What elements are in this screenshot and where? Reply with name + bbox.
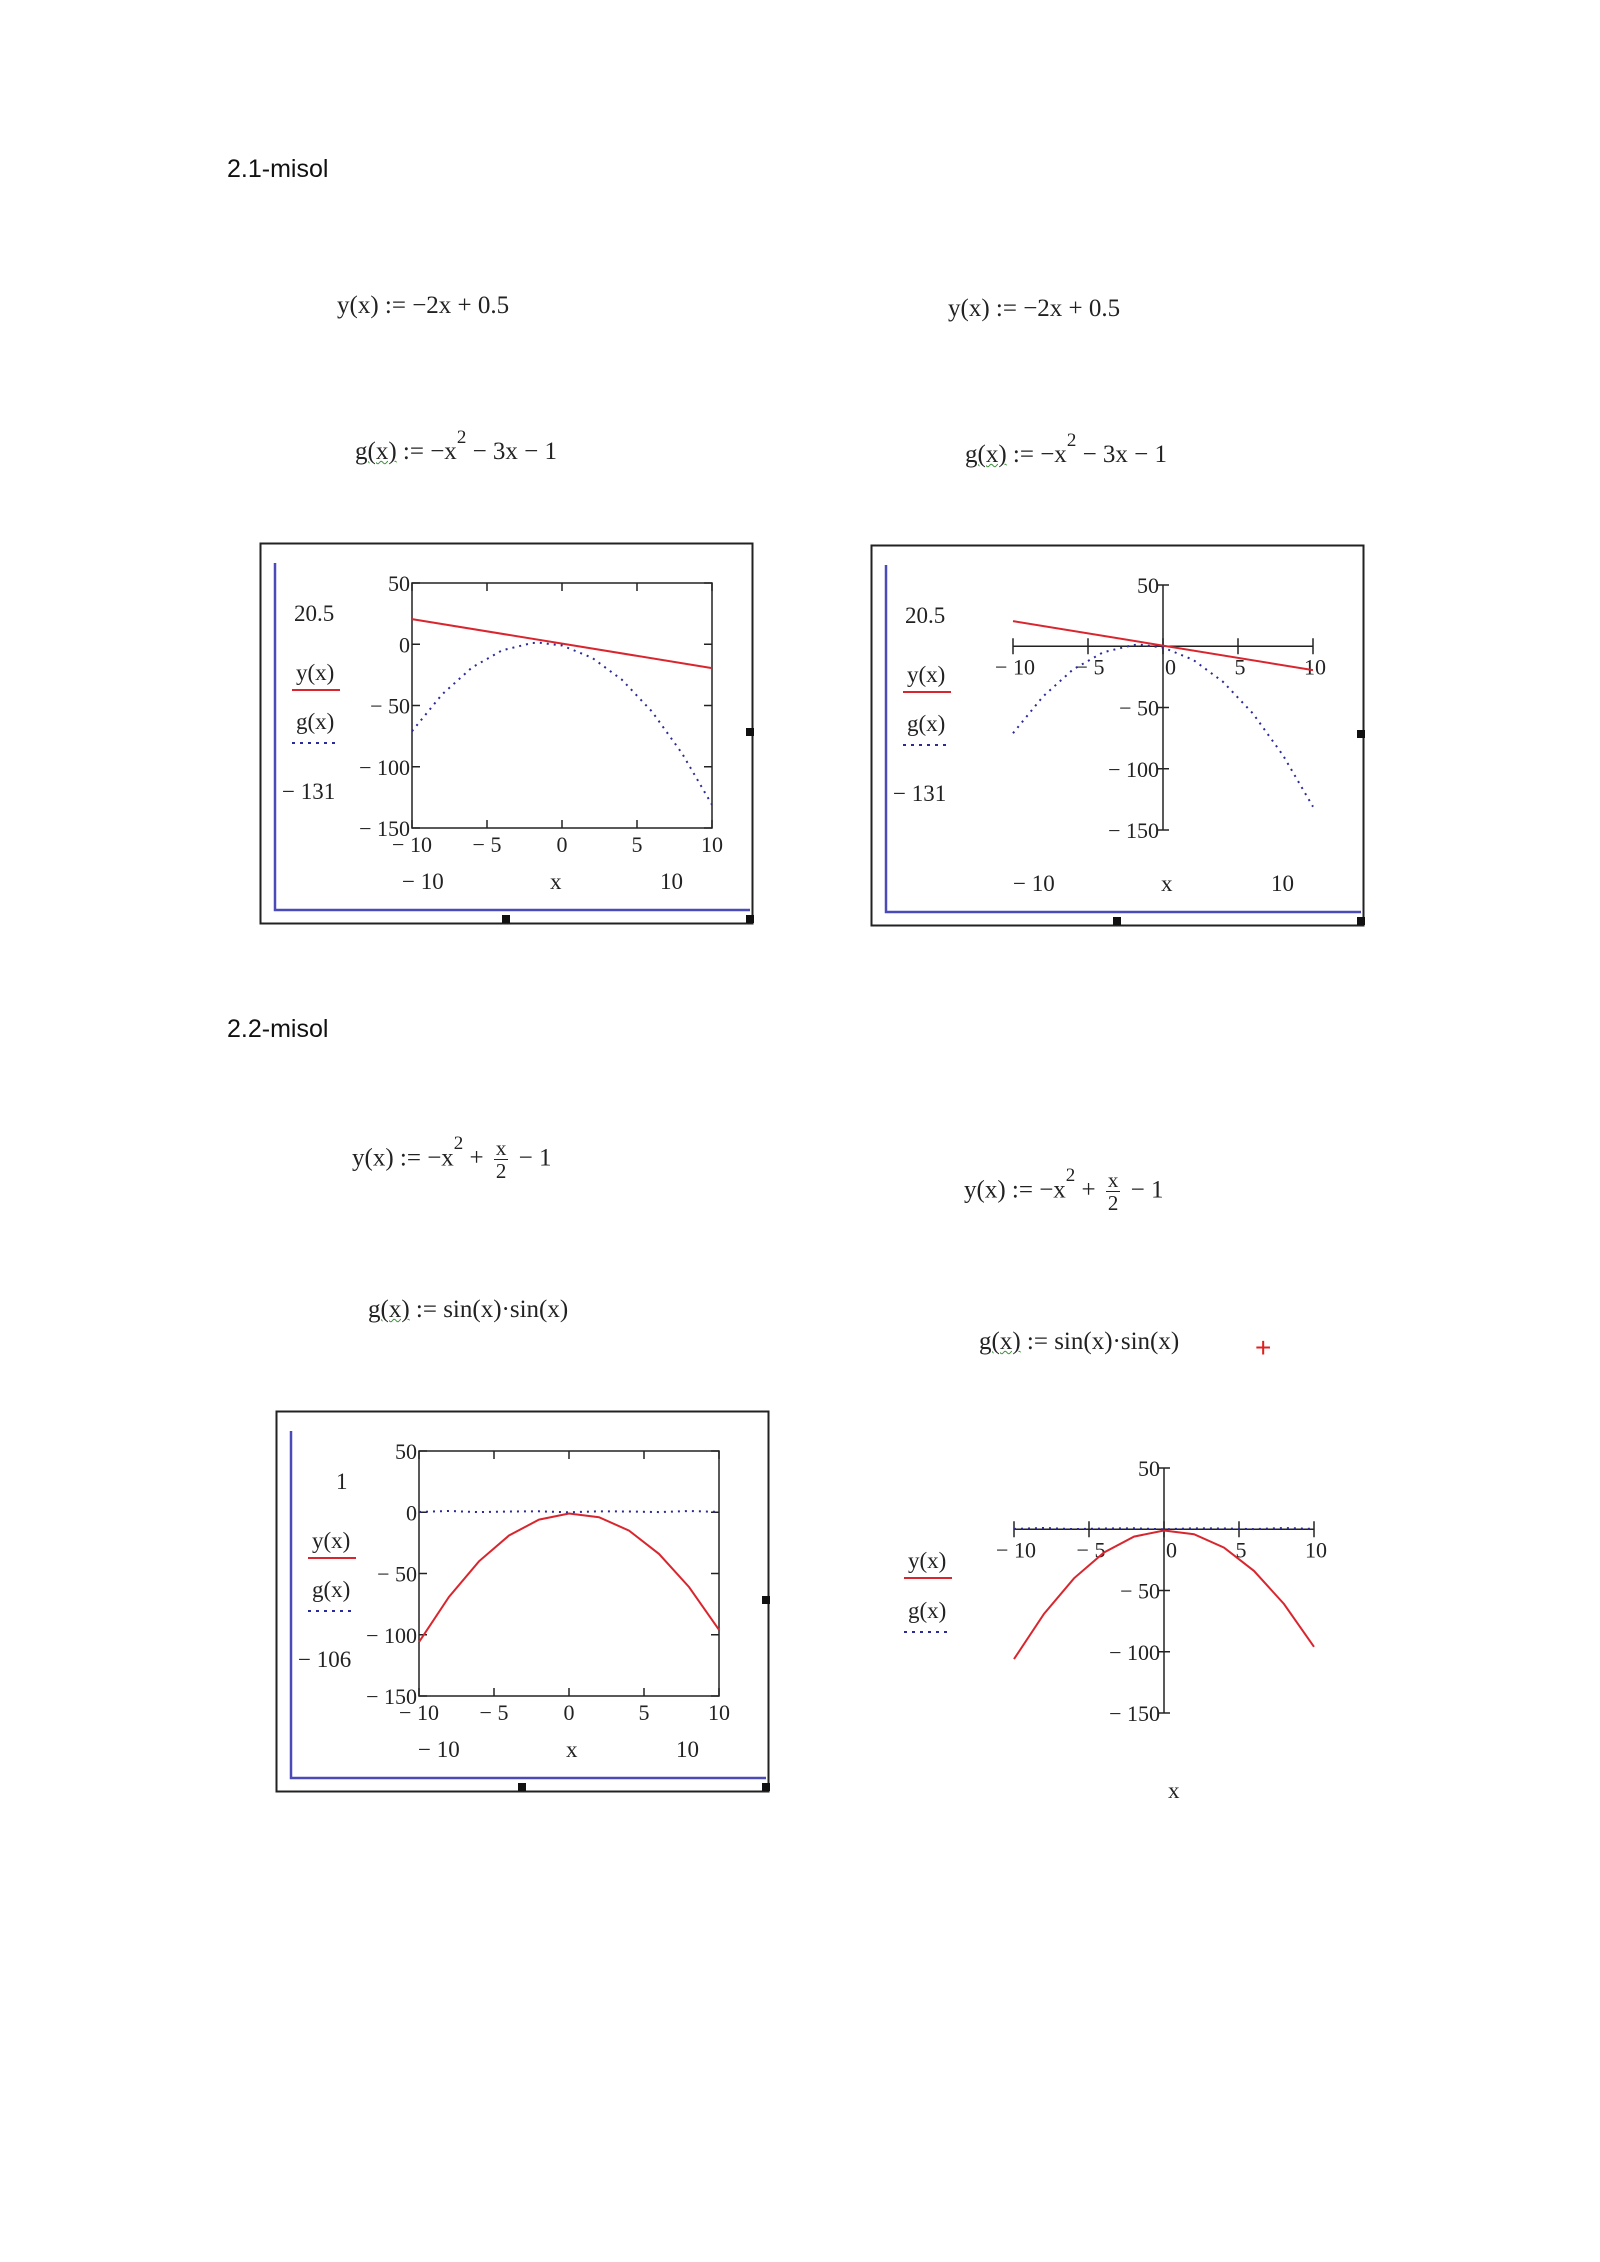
x-tick-label: 5	[1235, 1537, 1247, 1563]
section-heading: 2.1-misol	[227, 155, 329, 183]
resize-handle[interactable]	[1113, 917, 1121, 925]
x-tick-label: − 5	[472, 832, 502, 857]
resize-handle[interactable]	[1357, 917, 1365, 925]
y-tick-label: − 100	[359, 754, 410, 780]
equation-y[interactable]	[964, 1165, 1164, 1216]
equation-y[interactable]: y(x) := −2x + 0.5	[337, 292, 510, 319]
y-tick-label: 50	[388, 571, 410, 596]
equation-g[interactable]	[965, 430, 1168, 469]
graph-region-4[interactable]	[886, 1440, 1366, 1803]
resize-handle[interactable]	[746, 915, 754, 923]
equation-g-lhs: g(x)	[368, 1296, 410, 1323]
equation-g-lhs: g(x)	[965, 441, 1007, 468]
insertion-cursor[interactable]: +	[1255, 1332, 1272, 1363]
graph-region-3[interactable]	[276, 1411, 776, 1796]
x-tick-label: 5	[1234, 654, 1246, 680]
equation-g-part: := −x	[396, 438, 457, 465]
section-heading: 2.2-misol	[227, 1015, 329, 1043]
x-variable: x	[566, 1737, 578, 1762]
xmin-marker: − 10	[418, 1737, 460, 1762]
legend-g-label: g(x)	[312, 1577, 351, 1602]
plot-layer	[996, 1456, 1327, 1726]
ymax-marker: 20.5	[294, 601, 335, 626]
equation-g-part: := −x	[1006, 441, 1067, 468]
resize-handle[interactable]	[518, 1783, 526, 1791]
equation-g[interactable]	[355, 427, 558, 466]
resize-handle[interactable]	[762, 1596, 770, 1604]
equation-g-part: := sin(x)·sin(x)	[1020, 1328, 1180, 1355]
equation-y-part: y(x) := −x	[964, 1176, 1066, 1204]
x-tick-label: 0	[1166, 1537, 1177, 1563]
equation-y-part: − 1	[1124, 1176, 1164, 1204]
x-tick-label: 5	[638, 1700, 650, 1725]
equation-g-part: − 3x − 1	[1076, 441, 1168, 468]
xmin-marker: − 10	[1013, 871, 1055, 896]
x-tick-label: 0	[1165, 654, 1176, 680]
legend-g-label: g(x)	[908, 1598, 947, 1623]
equation-y-part: − 1	[512, 1144, 552, 1172]
equation-g[interactable]	[368, 1296, 568, 1324]
ymin-marker: − 106	[298, 1647, 352, 1672]
y-tick-label: 0	[406, 1500, 417, 1526]
equation-fraction	[1106, 1169, 1121, 1214]
fraction-denominator: 2	[495, 1159, 507, 1184]
y-tick-label: − 150	[1108, 818, 1159, 843]
y-tick-label: − 50	[1120, 1578, 1160, 1604]
x-tick-label: − 5	[1075, 654, 1105, 680]
y-tick-label: 0	[399, 632, 410, 658]
equation-y[interactable]	[352, 1133, 552, 1184]
equation-exponent: 2	[453, 1133, 464, 1155]
resize-handle[interactable]	[502, 915, 510, 923]
x-tick-label: 10	[1305, 1537, 1327, 1563]
y-tick-label: − 150	[366, 1684, 417, 1709]
graph-region-2[interactable]	[871, 545, 1371, 930]
x-variable: x	[1168, 1778, 1180, 1803]
y-tick-label: 50	[1137, 573, 1159, 598]
equation-fraction	[494, 1137, 509, 1182]
equation-exponent: 2	[456, 427, 467, 448]
fraction-denominator: 2	[1107, 1191, 1119, 1216]
ymax-marker: 20.5	[905, 603, 946, 628]
x-variable: x	[550, 869, 562, 894]
y-tick-label: − 150	[1109, 1701, 1160, 1726]
y-tick-label: − 50	[1119, 695, 1159, 721]
xmin-marker: − 10	[402, 869, 444, 894]
xmax-marker: 10	[660, 869, 683, 894]
x-tick-label: 5	[631, 832, 643, 857]
equation-g-part: − 3x − 1	[466, 438, 558, 465]
legend-g-label: g(x)	[907, 711, 946, 736]
equation-exponent: 2	[1066, 430, 1077, 451]
equation-y-part: y(x) := −x	[352, 1144, 454, 1172]
equation-g[interactable]	[979, 1328, 1179, 1356]
equation-y[interactable]: y(x) := −2x + 0.5	[948, 295, 1121, 322]
x-tick-label: 0	[556, 832, 568, 857]
legend-y-label: y(x)	[296, 660, 335, 685]
y-tick-label: − 150	[359, 816, 410, 841]
legend-g-label: g(x)	[296, 709, 335, 734]
y-tick-label: − 100	[1108, 756, 1159, 782]
equation-g-lhs: g(x)	[355, 438, 397, 465]
x-tick-label: 10	[701, 832, 723, 857]
ymin-marker: − 131	[893, 781, 947, 806]
x-tick-label: 10	[708, 1700, 730, 1725]
xmax-marker: 10	[676, 1737, 699, 1762]
legend-y-label: y(x)	[908, 1548, 947, 1573]
resize-handle[interactable]	[746, 728, 754, 736]
x-tick-label: 10	[1304, 654, 1326, 680]
equation-y-part: +	[1075, 1176, 1102, 1204]
x-tick-label: 0	[563, 1700, 575, 1725]
fraction-numerator: x	[495, 1136, 507, 1160]
legend-y-label: y(x)	[907, 662, 946, 687]
y-tick-label: 50	[395, 1439, 417, 1464]
x-tick-label: − 5	[1076, 1537, 1106, 1563]
equation-exponent: 2	[1065, 1165, 1076, 1187]
x-variable: x	[1161, 871, 1173, 896]
y-tick-label: 50	[1138, 1456, 1160, 1481]
graph-region-1[interactable]	[260, 543, 760, 928]
legend-y-label: y(x)	[312, 1528, 351, 1553]
resize-handle[interactable]	[1357, 730, 1365, 738]
y-tick-label: − 100	[366, 1622, 417, 1648]
x-tick-label: − 10	[996, 1537, 1036, 1563]
x-tick-label: − 5	[479, 1700, 509, 1725]
ymax-marker: 1	[336, 1469, 348, 1494]
equation-g-lhs: g(x)	[979, 1328, 1021, 1355]
equation-y-part: +	[463, 1144, 490, 1172]
x-tick-label: − 10	[995, 654, 1035, 680]
ymin-marker: − 131	[282, 779, 336, 804]
x-tick-label: − 10	[392, 832, 432, 857]
resize-handle[interactable]	[762, 1783, 770, 1791]
fraction-numerator: x	[1107, 1168, 1119, 1192]
equation-g-part: := sin(x)·sin(x)	[409, 1296, 569, 1323]
y-tick-label: − 50	[370, 693, 410, 719]
y-tick-label: − 100	[1109, 1639, 1160, 1665]
x-tick-label: − 10	[399, 1700, 439, 1725]
y-tick-label: − 50	[377, 1561, 417, 1587]
xmax-marker: 10	[1271, 871, 1294, 896]
